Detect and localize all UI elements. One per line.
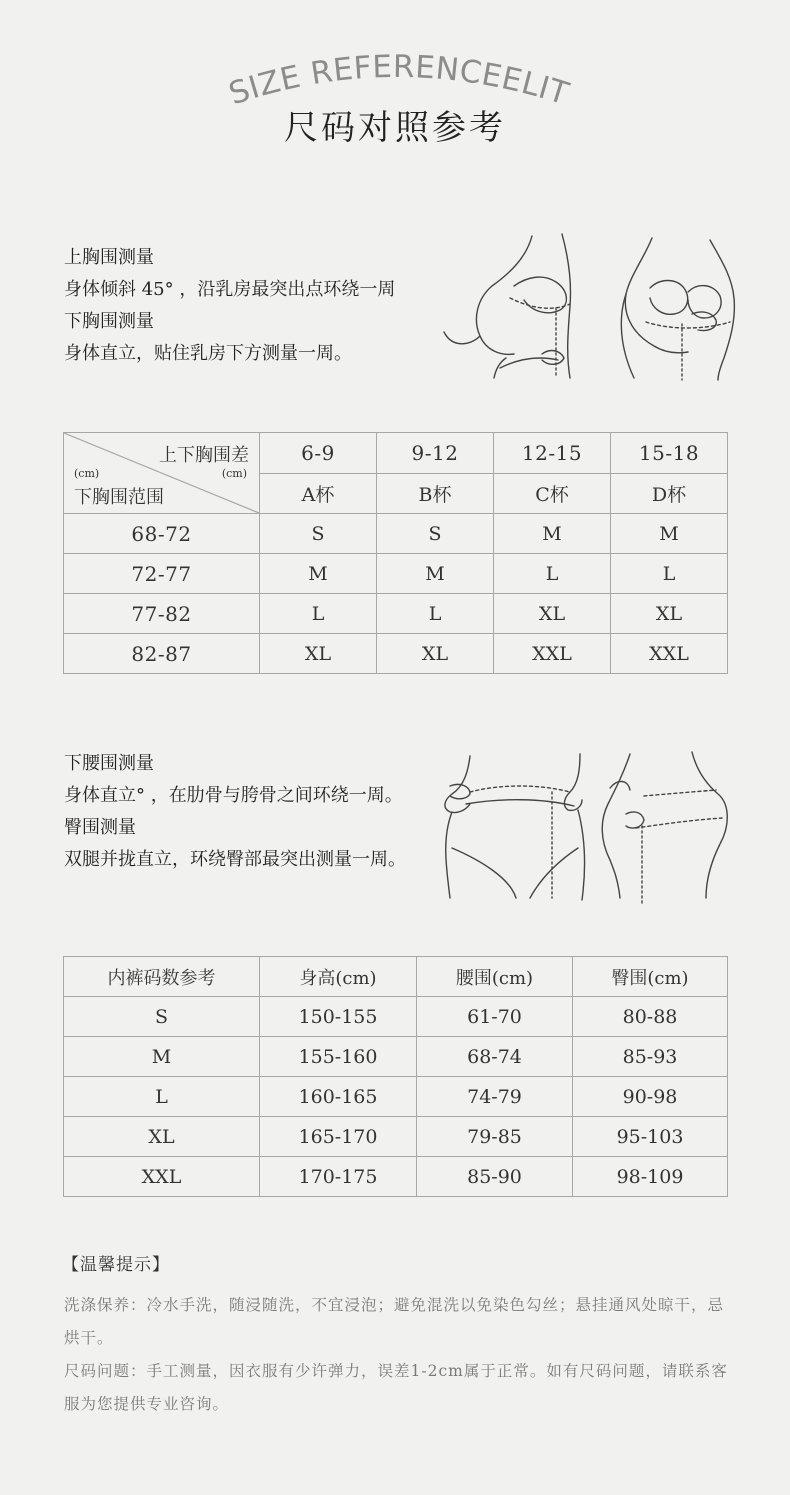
wash-care-tip: 洗涤保养：冷水手洗，随浸随洗，不宜浸泡；避免混洗以免染色勾丝；悬挂通风处晾干，忌烘干。 xyxy=(64,1296,725,1347)
cup-header: C杯 xyxy=(494,473,611,514)
underbust-range: 82-87 xyxy=(64,634,260,674)
waist-hip-illustration xyxy=(430,748,730,908)
corner-unit-right: (cm) xyxy=(221,467,247,480)
size-cell: L xyxy=(260,594,377,634)
waist-cell: 79-85 xyxy=(417,1117,573,1157)
size-cell: XXL xyxy=(611,634,728,674)
corner-unit-left: (cm) xyxy=(74,467,100,480)
cup-header: B杯 xyxy=(377,473,494,514)
english-title: SIZE REFERENCEELIT xyxy=(224,48,574,113)
height-cell: 165-170 xyxy=(260,1117,417,1157)
size-cell: XXL xyxy=(494,634,611,674)
size-cell: XL xyxy=(611,594,728,634)
size-cell: M xyxy=(377,554,494,594)
size-cell: XL xyxy=(64,1117,260,1157)
underbust-range: 77-82 xyxy=(64,594,260,634)
cup-header: D杯 xyxy=(611,473,728,514)
hip-cell: 80-88 xyxy=(573,997,728,1037)
bust-measure-illustration xyxy=(440,228,740,383)
size-cell: M xyxy=(494,514,611,554)
bust-diff-header: 15-18 xyxy=(611,433,728,474)
column-header: 内裤码数参考 xyxy=(64,957,260,997)
upper-bust-desc: 身体倾斜 45° ，沿乳房最突出点环绕一周 xyxy=(64,279,396,300)
hip-cell: 98-109 xyxy=(573,1157,728,1197)
hip-desc: 双腿并拢直立，环绕臀部最突出测量一周。 xyxy=(64,849,406,870)
page-title: 尺码对照参考 xyxy=(284,108,506,148)
upper-bust-title: 上胸围测量 xyxy=(64,247,154,268)
bust-diff-header: 9-12 xyxy=(377,433,494,474)
column-header: 身高(cm) xyxy=(260,957,417,997)
height-cell: 155-160 xyxy=(260,1037,417,1077)
column-header: 臀围(cm) xyxy=(573,957,728,997)
height-cell: 170-175 xyxy=(260,1157,417,1197)
bra-size-table xyxy=(63,432,728,674)
size-cell: S xyxy=(64,997,260,1037)
table-row xyxy=(64,997,728,1037)
panty-size-table xyxy=(63,956,728,1197)
bust-diff-header: 6-9 xyxy=(260,433,377,474)
size-cell: M xyxy=(611,514,728,554)
size-cell: XL xyxy=(494,594,611,634)
size-cell: M xyxy=(64,1037,260,1077)
waist-cell: 74-79 xyxy=(417,1077,573,1117)
waist-cell: 61-70 xyxy=(417,997,573,1037)
bust-measurement-instructions xyxy=(64,242,395,370)
size-cell: L xyxy=(377,594,494,634)
table-row xyxy=(64,634,728,674)
table-row xyxy=(64,594,728,634)
lower-bust-desc: 身体直立，贴住乳房下方测量一周。 xyxy=(64,343,352,364)
size-tip: 尺码问题：手工测量，因衣服有少许弹力，误差1-2cm属于正常。如有尺码问题，请联系客服为您提供专业咨询。 xyxy=(64,1362,728,1413)
waist-cell: 85-90 xyxy=(417,1157,573,1197)
size-cell: L xyxy=(494,554,611,594)
height-cell: 160-165 xyxy=(260,1077,417,1117)
column-header: 腰围(cm) xyxy=(417,957,573,997)
size-cell: L xyxy=(611,554,728,594)
cup-header: A杯 xyxy=(260,473,377,514)
underbust-range: 72-77 xyxy=(64,554,260,594)
bust-diff-header: 12-15 xyxy=(494,433,611,474)
size-cell: L xyxy=(64,1077,260,1117)
hip-cell: 95-103 xyxy=(573,1117,728,1157)
size-cell: XXL xyxy=(64,1157,260,1197)
lower-bust-title: 下胸围测量 xyxy=(64,311,154,332)
tips-title: 【温馨提示】 xyxy=(62,1255,170,1275)
waist-desc: 身体直立° ，在肋骨与胯骨之间环绕一周。 xyxy=(64,785,403,806)
table-row xyxy=(64,1077,728,1117)
waist-cell: 68-74 xyxy=(417,1037,573,1077)
hip-cell: 90-98 xyxy=(573,1077,728,1117)
hip-cell: 85-93 xyxy=(573,1037,728,1077)
waist-title: 下腰围测量 xyxy=(64,753,154,774)
table-row xyxy=(64,514,728,554)
size-cell: S xyxy=(377,514,494,554)
size-cell: M xyxy=(260,554,377,594)
corner-bottom-label: 下胸围范围 xyxy=(74,487,164,508)
size-cell: XL xyxy=(260,634,377,674)
hip-title: 臀围测量 xyxy=(64,817,136,838)
underbust-range: 68-72 xyxy=(64,514,260,554)
corner-top-label: 上下胸围差 xyxy=(159,445,249,466)
table-row xyxy=(64,1037,728,1077)
table-row xyxy=(64,554,728,594)
table-corner-header xyxy=(64,433,260,514)
table-header-row xyxy=(64,957,728,997)
table-row xyxy=(64,1117,728,1157)
size-cell: XL xyxy=(377,634,494,674)
waist-hip-measurement-instructions xyxy=(64,748,406,876)
size-cell: S xyxy=(260,514,377,554)
height-cell: 150-155 xyxy=(260,997,417,1037)
table-row xyxy=(64,1157,728,1197)
